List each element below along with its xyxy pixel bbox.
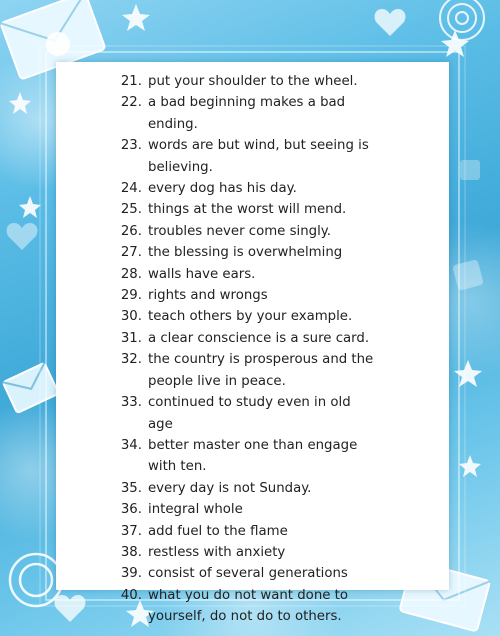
list-item bbox=[56, 135, 449, 178]
list-item bbox=[56, 199, 449, 220]
item-number: 39. bbox=[120, 566, 142, 582]
list-item bbox=[56, 478, 449, 499]
item-number: 32. bbox=[120, 352, 142, 368]
list-item bbox=[56, 306, 449, 327]
item-text: better master one than engage with ten. bbox=[148, 437, 358, 475]
star-icon bbox=[459, 455, 481, 477]
item-text: troubles never come singly. bbox=[148, 223, 331, 239]
item-text: put your shoulder to the wheel. bbox=[148, 74, 358, 89]
heart-icon bbox=[375, 9, 406, 36]
spiral-icon bbox=[440, 0, 484, 40]
ring-badge-icon bbox=[10, 554, 62, 606]
list-item bbox=[56, 178, 449, 199]
list-item bbox=[56, 71, 449, 92]
item-text: a clear conscience is a sure card. bbox=[148, 330, 370, 346]
list-item bbox=[56, 328, 449, 349]
item-number: 26. bbox=[120, 223, 142, 239]
item-number: 38. bbox=[120, 544, 142, 560]
item-number: 22. bbox=[120, 95, 142, 111]
item-text: every dog has his day. bbox=[148, 181, 297, 197]
item-text: teach others by your example. bbox=[148, 309, 353, 325]
list-item bbox=[56, 349, 449, 392]
list-item bbox=[56, 392, 449, 435]
item-text: restless with anxiety bbox=[148, 544, 286, 560]
item-text: a bad beginning makes a bad ending. bbox=[148, 95, 346, 132]
item-number: 23. bbox=[120, 138, 142, 154]
item-text: consist of several generations bbox=[148, 566, 348, 582]
item-text: the blessing is overwhelming bbox=[148, 245, 343, 261]
item-text: walls have ears. bbox=[148, 266, 256, 282]
item-text: continued to study even in old age bbox=[148, 395, 351, 432]
item-number: 40. bbox=[120, 587, 142, 603]
item-text: every day is not Sunday. bbox=[148, 480, 312, 496]
item-text: words are but wind, but seeing is believing. bbox=[148, 138, 369, 175]
list-item bbox=[56, 499, 449, 520]
item-text: integral whole bbox=[148, 502, 243, 518]
item-number: 29. bbox=[120, 288, 142, 304]
item-text: the country is prosperous and the people live in peace. bbox=[148, 352, 374, 389]
item-number: 37. bbox=[120, 523, 142, 539]
item-number: 27. bbox=[120, 245, 142, 261]
list-item bbox=[56, 221, 449, 242]
item-number: 36. bbox=[120, 502, 142, 518]
idiom-list bbox=[56, 62, 449, 628]
heart-icon bbox=[7, 223, 38, 250]
list-item bbox=[56, 563, 449, 584]
item-number: 24. bbox=[120, 181, 142, 197]
star-icon bbox=[122, 4, 150, 31]
item-number: 34. bbox=[120, 437, 142, 453]
item-text: things at the worst will mend. bbox=[148, 202, 347, 218]
item-text: add fuel to the flame bbox=[148, 523, 288, 539]
list-item bbox=[56, 242, 449, 263]
list-item bbox=[56, 542, 449, 563]
item-number: 30. bbox=[120, 309, 142, 325]
list-item bbox=[56, 435, 449, 478]
list-item bbox=[56, 585, 449, 628]
content-card bbox=[56, 62, 449, 625]
item-number: 35. bbox=[120, 480, 142, 496]
star-icon bbox=[19, 196, 41, 218]
item-number: 33. bbox=[120, 395, 142, 411]
list-item bbox=[56, 521, 449, 542]
item-text: what you do not want done to yourself, do not do to others. bbox=[148, 587, 349, 625]
item-number: 28. bbox=[120, 266, 142, 282]
item-number: 31. bbox=[120, 330, 142, 346]
item-text: rights and wrongs bbox=[148, 288, 268, 304]
list-item bbox=[56, 264, 449, 285]
item-number: 21. bbox=[120, 74, 142, 89]
list-item bbox=[56, 92, 449, 135]
list-item bbox=[56, 285, 449, 306]
item-number: 25. bbox=[120, 202, 142, 218]
